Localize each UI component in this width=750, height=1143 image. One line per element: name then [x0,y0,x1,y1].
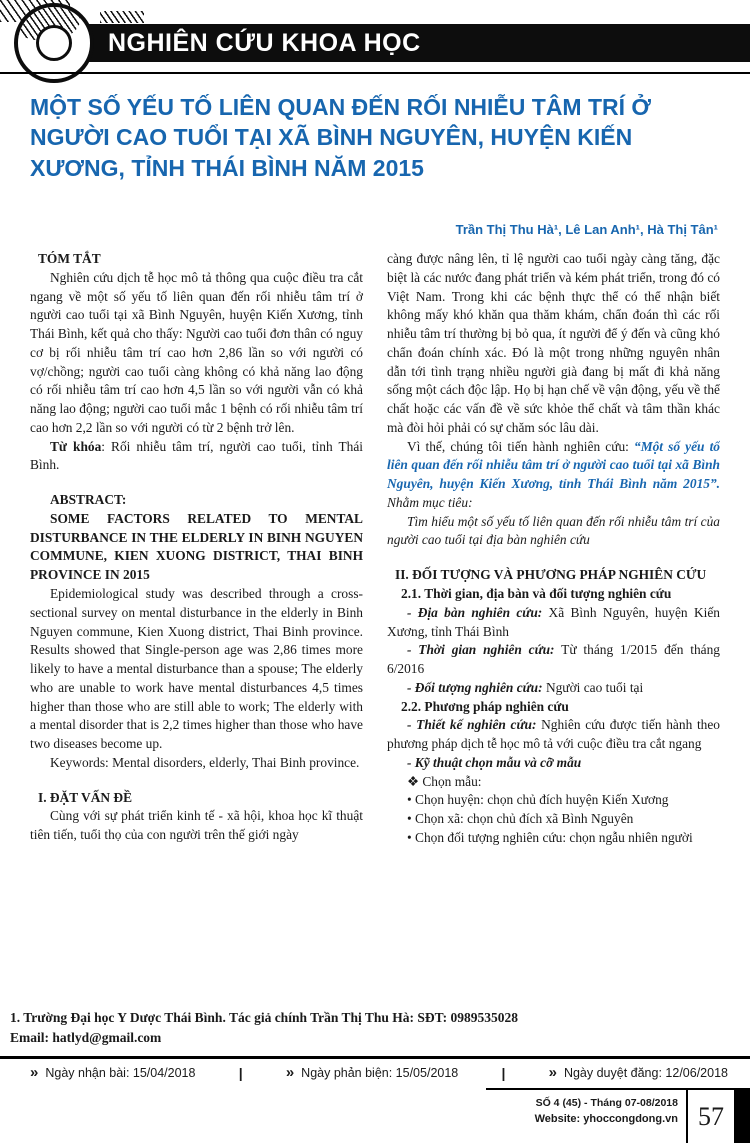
tomtat-heading: TÓM TẮT [38,251,101,266]
study-design-text: Nghiên cứu được tiến hành theo phương pháp dịch tễ học mô tả với cuộc điều tra cắt ngang [387,717,720,752]
tomtat-paragraph: Nghiên cứu dịch tễ học mô tả thông qua cuộc điều tra cắt ngang về một số yếu tố liên quan đến rối nhiễu tâm trí ở người cao tuổi tại xã Bình Nguyên, huyện Kiến Xương, tỉnh Thái Bình, kết quả cho thấy: Người cao tuổi đơn thân có nguy cơ bị rối nhiễu tâm trí cao hơn 2,86 lần so với người có vợ/chồng; người cao tuổi càng không có khả năng lao động có rối nhiễu tâm trí cao hơn 4,5 lần so với người vẫn có khả năng lao động; người cao tuổi mắc 1 bệnh có rối nhiễu tâm trí cao hơn 2,2 lần so với người có từ 2 bệnh trở lên. [30,269,363,435]
article-title: MỘT SỐ YẾU TỐ LIÊN QUAN ĐẾN RỐI NHIỄU TÂM TRÍ Ở NGƯỜI CAO TUỔI TẠI XÃ BÌNH NGUYÊN, HUYỆN KIẾN XƯƠNG, TỈNH THÁI BÌNH NĂM 2015 [30,94,652,181]
study-design-lead: - Thiết kế nghiên cứu: [407,717,537,733]
article-body [30,250,720,1006]
motivation-quote: “Một số yếu tố liên quan đến rối nhiễu tâm trí ở người cao tuổi tại xã Bình Nguyên, huyện Kiến Xương, tỉnh Thái Bình năm 2015”. [387,438,720,492]
keywords-en [30,754,363,773]
website-url: yhoccongdong.vn [583,1113,678,1125]
sampling-label: ❖ Chọn mẫu: [407,773,482,789]
date-accepted-text: Ngày duyệt đăng: 12/06/2018 [563,1065,728,1080]
banner-hatch-decoration [100,11,144,23]
journal-logo [14,3,94,83]
keywords-en-label: Keywords [50,754,106,770]
motivation-paragraph [387,438,720,513]
sampling-heading: - Kỹ thuật chọn mẫu và cỡ mẫu [407,754,582,770]
chevron-right-icon: » [285,1064,295,1081]
keywords-vi-text: : Rối nhiễu tâm trí, người cao tuổi, tỉnh Thái Bình. [30,438,363,473]
date-reviewed-text: Ngày phản biện: 15/05/2018 [301,1065,459,1080]
study-site-text: Xã Bình Nguyên, huyện Kiến Xương, tỉnh Thái Bình [387,604,720,639]
section-1-paragraph: Cùng với sự phát triển kinh tế - xã hội, khoa học kĩ thuật tiên tiến, tuổi thọ của con người trên thế giới ngày [30,808,363,843]
intro-continued-paragraph: càng được nâng lên, tỉ lệ người cao tuổi ngày càng tăng, đặc biệt là các nước đang phát triển và kém phát triển, trong đó có Việt Nam. Trong khi các bệnh thực thể có thể nhận biết không mấy khó khăn qua thăm khám, chẩn đoán thì các rối nhiễu tâm trí thường bị bỏ qua, ít người để ý đến và cũng khó chẩn đoán chính xác. Đó là một trong những nguyên nhân dẫn tới tình trạng nhiều người già đang bị mất đi khả năng sống một cách độc lập. Họ bị hạn chế về vận động, yếu về thể chất hoặc các vấn đề về sức khỏe thể chất và tâm thần khác mà đòi hỏi phải có sự chăm sóc lâu dài. [387,251,720,435]
date-accepted [549,1065,728,1080]
sampling-item-subjects: • Chọn đối tượng nghiên cứu: chọn ngẫu nhiên người [407,829,693,845]
footnote [10,1008,740,1049]
keywords-vi [30,438,363,476]
footnote-email: Email: hatlyd@gmail.com [10,1030,162,1046]
study-subject-item [387,679,720,698]
study-subject-lead: - Đối tượng nghiên cứu: [407,679,543,695]
study-site-item [387,604,720,642]
section-2-2-heading: 2.2. Phương pháp nghiên cứu [401,698,569,714]
journal-footer [486,1088,750,1143]
website-label: Website: [534,1113,581,1125]
study-time-item [387,641,720,679]
study-design-item [387,716,720,754]
journal-info [486,1090,686,1143]
keywords-vi-label: Từ khóa [50,438,102,454]
masthead-banner [36,24,750,62]
header-divider [0,72,750,74]
masthead-title: NGHIÊN CỨU KHOA HỌC [108,28,421,57]
study-subject-text: Người cao tuổi tại [542,679,644,695]
date-reviewed [286,1065,458,1080]
abstract-paragraph: Epidemiological study was described through a cross-sectional survey on mental disturbance in the elderly in Binh Nguyen commune, Kien Xuong district, Thai Binh province. Results showed that Single-person age was 2,86 times more likely to have a mental disturbance than a spouse; The elderly who are unable to work have mental disturbances 4,5 times higher than those who are still able to work; The elderly with a mental disorder that is 2,2 times higher than those who have two diseases become up. [30,586,363,752]
sampling-item-district: • Chọn huyện: chọn chủ đích huyện Kiến Xương [407,792,669,808]
chevron-right-icon: » [30,1064,39,1081]
chevron-right-icon: » [548,1064,557,1081]
dates-separator: | [501,1064,506,1081]
keywords-en-text: : Mental disorders, elderly, Thai Binh province. [105,754,360,770]
left-column [30,250,363,1006]
motivation-tail: Nhằm mục tiêu: [387,494,473,510]
date-received [30,1065,195,1080]
section-2-1-heading: 2.1. Thời gian, địa bàn và đối tượng nghiên cứu [401,586,672,602]
issue-label: SỐ 4 (45) - Tháng 07-08/2018 [535,1097,678,1109]
sampling-item-commune: • Chọn xã: chọn chủ đích xã Bình Nguyên [407,811,634,827]
dates-bar [0,1056,750,1086]
objective-paragraph: Tìm hiểu một số yếu tố liên quan đến rối nhiễu tâm trí của người cao tuổi tại địa bàn nghiên cứu [387,513,720,548]
edge-bar-decoration [734,1090,750,1143]
section-2-heading: II. ĐỐI TƯỢNG VÀ PHƯƠNG PHÁP NGHIÊN CỨU [395,567,707,583]
logo-inner-ring [36,25,72,61]
date-received-text: Ngày nhận bài: 15/04/2018 [45,1065,196,1080]
motivation-lead: Vì thế, chúng tôi tiến hành nghiên cứu: [407,438,634,454]
study-time-text: Từ tháng 1/2015 đến tháng 6/2016 [387,642,720,677]
footnote-affiliation: 1. Trường Đại học Y Dược Thái Bình. Tác giả chính Trần Thị Thu Hà: SĐT: 0989535028 [10,1010,519,1025]
study-time-lead: - Thời gian nghiên cứu: [407,642,555,658]
abstract-heading: ABSTRACT: [50,492,127,508]
website-line [486,1113,678,1125]
dates-separator: | [238,1064,243,1081]
article-authors: Trần Thị Thu Hà¹, Lê Lan Anh¹, Hà Thị Tân¹ [455,222,718,237]
abstract-title: SOME FACTORS RELATED TO MENTAL DISTURBANCE IN THE ELDERLY IN BINH NGUYEN COMMUNE, KIEN XUONG DISTRICT, THAI BINH PROVINCE IN 2015 [30,510,363,583]
section-1-heading: I. ĐẶT VẤN ĐỀ [38,789,133,805]
study-site-lead: - Địa bàn nghiên cứu: [407,604,543,620]
page-number: 57 [686,1090,734,1143]
right-column [387,250,720,1006]
